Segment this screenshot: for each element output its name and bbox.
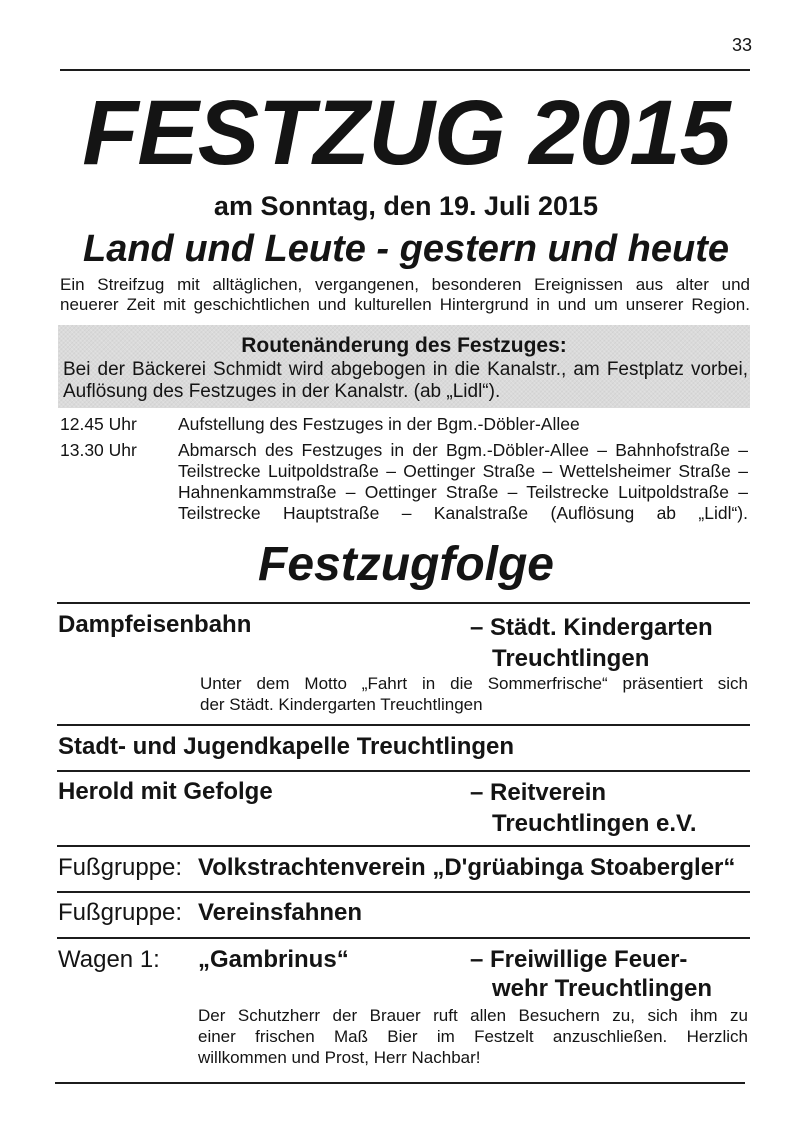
entry-group-line: – Reitverein xyxy=(470,779,607,806)
event-motto: Land und Leute - gestern und heute xyxy=(83,228,729,270)
section-rule xyxy=(57,602,750,604)
entry-group-line: – Städt. Kindergarten xyxy=(470,614,713,641)
route-change-heading: Routenänderung des Festzuges: xyxy=(241,334,567,357)
intro-line: Ein Streifzug mit alltäglichen, vergangenen, besonderen Ereignissen aus alter und xyxy=(60,275,750,294)
description-line: Unter dem Motto „Fahrt in die Sommerfrische“ präsentiert sich xyxy=(200,674,748,693)
entry-description xyxy=(200,673,748,715)
entry-divider xyxy=(57,770,750,772)
schedule-time: 13.30 Uhr xyxy=(60,440,137,460)
entry-group-line: wehr Treuchtlingen xyxy=(492,975,713,1002)
entry-group-line: Treuchtlingen e.V. xyxy=(492,810,697,837)
schedule-line: Teilstrecke Hauptstraße – Kanalstraße (Auflösung ab „Lidl“). xyxy=(178,503,748,523)
entry-name: „Gambrinus“ xyxy=(198,946,349,973)
schedule-text xyxy=(178,440,748,524)
route-change-line: Auflösung des Festzuges in der Kanalstr. (ab „Lidl“). xyxy=(63,381,501,402)
entry-label: Fußgruppe: xyxy=(58,899,183,926)
schedule-line: Teilstrecke Luitpoldstraße – Oettinger Straße – Wettelsheimer Straße – xyxy=(178,461,748,481)
entry-name: Volkstrachtenverein „D'grüabinga Stoabergler“ xyxy=(198,854,736,881)
route-change-text xyxy=(63,359,748,403)
top-rule xyxy=(60,69,750,71)
procession-heading: Festzugfolge xyxy=(258,538,554,591)
schedule-time: 12.45 Uhr xyxy=(60,414,137,434)
page-number: 33 xyxy=(731,35,752,55)
entry-divider xyxy=(57,724,750,726)
route-change-box xyxy=(58,325,750,408)
entry-name: Herold mit Gefolge xyxy=(58,778,273,805)
description-line: der Städt. Kindergarten Treuchtlingen xyxy=(200,695,483,714)
entry-group xyxy=(470,612,713,674)
entry-description xyxy=(198,1005,748,1068)
schedule-line: Hahnenkammstraße – Oettinger Straße – Teilstrecke Luitpoldstraße – xyxy=(178,482,748,502)
entry-group xyxy=(470,945,712,1003)
entry-label: Wagen 1: xyxy=(58,946,160,973)
schedule-line: Abmarsch des Festzuges in der Bgm.-Döbler-Allee – Bahnhofstraße – xyxy=(178,440,748,460)
intro-paragraph xyxy=(60,275,750,315)
description-line: willkommen und Prost, Herr Nachbar! xyxy=(198,1048,481,1067)
entry-label: Fußgruppe: xyxy=(58,854,183,881)
intro-line: neuerer Zeit mit geschichtlichen und kulturellen Hintergrund in und um unserer Region. xyxy=(60,295,750,314)
entry-divider xyxy=(57,845,750,847)
entry-group xyxy=(470,777,697,839)
bottom-rule xyxy=(55,1082,745,1084)
page-title: FESTZUG 2015 xyxy=(82,82,730,184)
event-date: am Sonntag, den 19. Juli 2015 xyxy=(213,191,599,221)
description-line: einer frischen Maß Bier im Festzelt anzuschließen. Herzlich xyxy=(198,1027,748,1046)
route-change-line: Bei der Bäckerei Schmidt wird abgebogen in die Kanalstr., am Festplatz vorbei, xyxy=(63,359,748,380)
schedule-text xyxy=(178,414,748,435)
description-line: Der Schutzherr der Brauer ruft allen Besuchern zu, sich ihm zu xyxy=(198,1006,748,1025)
entry-name: Vereinsfahnen xyxy=(198,899,363,926)
schedule-line: Aufstellung des Festzuges in der Bgm.-Döbler-Allee xyxy=(178,414,580,434)
entry-name: Dampfeisenbahn xyxy=(58,611,252,638)
entry-divider xyxy=(57,891,750,893)
entry-group-line: Treuchtlingen xyxy=(492,645,650,672)
entry-name: Stadt- und Jugendkapelle Treuchtlingen xyxy=(58,733,515,760)
entry-group-line: – Freiwillige Feuer- xyxy=(470,946,688,973)
entry-divider xyxy=(57,937,750,939)
